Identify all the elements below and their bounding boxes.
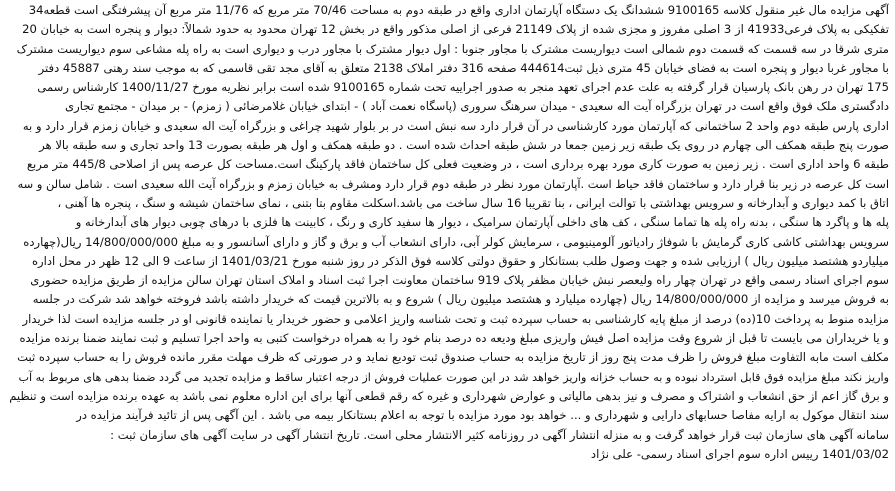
- notice-line-14: میلیاردو هشتصد میلیون ریال ) ارزیابی شده و جهت وصول طلب بستانکار و حقوق دولتی کلاسه فوق الذکر در روز شنبه مورخ 1401/03/21 از ساعت 9 الی 12 ظهر در محل اداره: [31, 253, 889, 268]
- notice-line-3: متری شرقا در سه قسمت که قسمت دوم شمالی است دیواریست مشترک با مجاور جنوبا : اول دیوار مشترک با مجاور درب و دیواری است به راه پله مشاعی سوم دیواریست مشترک: [16, 41, 889, 56]
- notice-line-21: و برق گاز اعم از حق انشعاب و اشتراک و مصرف و نیز بدهی مالیاتی و عوارض شهرداری و غیره که رقم قطعی آنها برای این اداره معلوم نمی باشد به عهده برنده مزایده است و تنظیم: [9, 388, 889, 403]
- notice-line-5: 175 تهران در رهن بانک پارسیان قرار گرفته به علت عدم اجرای تعهد منجر به صدور اجراییه تحت شماره 9100165 شده است برابر نظریه مورخ 1400/11/27 کارشناس رسمی: [37, 80, 889, 95]
- notice-line-8: صورت پنج طبقه همکف الی چهارم در روی یک طبقه زیر زمین جمعا در شش طبقه احداث شده است . دو طبقه همکف و اول هر طبقه بصورت 13 واحد تجاری و سه طبقه بالا هر: [39, 138, 889, 153]
- notice-line-10: است کل عرصه در زیر بنا قرار دارد و ساختمان فاقد حیاط است .آپارتمان مورد نظر در طبقه دوم قرار دارد ومشرف به خیابان زمزم و بزرگراه آیت الله سعیدی است . شامل سالن و سه: [17, 176, 889, 191]
- notice-line-18: و یا خریداران می بایست تا قبل از شروع وقت مزایده اصل فیش واریزی مبلغ ودیعه ده درصد بنام خود را به همراه درخواست کتبی به واحد اجرا تسلیم و ثبت نمایند ضمنا برنده مزایده: [19, 331, 889, 346]
- notice-line-23: سامانه آگهی های سازمان ثبت قرار خواهد گرفت و به منزله انتشار آگهی در روزنامه کثیر الانتشار محلی است. تاریخ انتشار آگهی در سایت آگهی های سازمان ثبت :: [110, 427, 889, 442]
- notice-line-4: با مجاور غربا دیوار و پنجره است به فضای خیابان 45 متری ذیل ثبت444614 صفحه 316 دفتر املاک 2138 متعلق به آقای مجد تقی قاسمی که به موجب سند رهنی 45887 دفتر: [38, 60, 889, 75]
- notice-line-7: اداری پارس طبقه دوم واحد 2 ساختمانی که آپارتمان مورد کارشناسی در آن قرار دارد سه نبش است در بر بلوار شهید چراغی و بزرگراه آیت اله سعیدی و خیابان زمزم قرار دارد و به: [22, 118, 889, 133]
- notice-line-20: واریز نکند مبلغ مزایده فوق قابل استرداد نبوده و به حساب خزانه واریز خواهد شد در این صورت عملیات فروش از درجه اعتبار ساقط و مزایده تجدید می گردد ضمنا بدهی های مربوط به آب: [18, 370, 889, 384]
- notice-line-13: سرویس بهداشتی کاشی کاری گرمایش با شوفاژ رادیاتور آلومینیومی ، سرمایش کولر آبی، دارای انشعاب آب و برق و گاز و دارای آسانسور و به مبلغ 14/800/000/000 ریال(چهارده: [23, 234, 889, 249]
- notice-line-19: مکلف است مابه التفاوت مبلغ فروش را ظرف مدت پنج روز از تاریخ مزایده به حساب صندوق ثبت تودیع نماید و در صورتی که ظرف مهلت مقرر مانده فروش را به حساب سپرده ثبت: [17, 350, 889, 365]
- notice-line-12: پله ها و پاگرد ها سنگی ، بدنه راه پله ها تماما سنگی ، کف های داخلی آپارتمان سرامیک ، دیوار ها سفید کاری و رنگ ، کابینت ها فلزی با درهای چوبی دیوار های آبدارخانه و: [75, 215, 889, 230]
- notice-line-22: سند انتقال موکول به ارایه مفاصا حسابهای دارایی و شهرداری و ... خواهد بود مورد مزایده با توجه به اعلام بستانکار بیمه می باشد . این آگهی پس از تائید فرآیند مزایده در: [76, 408, 889, 423]
- notice-line-6: دادگستری ملک فوق واقع است در تهران بزرگراه آیت اله سعیدی - میدان سرهنگ سروری (پاسگاه نعمت آباد ) - ابتدای خیابان غلامرضائی ( زمزم) - بر میدان - مجتمع تجاری: [65, 99, 889, 114]
- notice-line-17: مزایده منوط به پرداخت 10(ده) درصد از مبلغ پایه کارشناسی به حساب سپرده ثبت و تحت شناسه واریز اعلامی و حضور خریدار یا نماینده قانونی او در جلسه مزایده است لذا خریدار: [22, 311, 889, 326]
- notice-line-11: اتاق با کمد دیواری و آبدارخانه و سرویس بهداشتی با توالت ایرانی ، بنا تقریبا 16 سال ساخت می باشد.اسکلت مقاوم بتا بتنی ، نمای ساختمان شیشه و سنگ ، پنجره ها آهنی ،: [57, 195, 889, 210]
- notice-line-16: به فروش میرسد و مزایده از 14/800/000/000 ریال (چهارده میلیارد و هشتصد میلیون ریال ) شروع و به بالاترین قیمت که خریدار داشته باشد فروخته خواهد شد شرکت در جلسه: [32, 292, 889, 307]
- notice-line-15: سوم اجرای اسناد رسمی واقع در تهران چهار راه ولیعصر نبش خیابان مظفر پلاک 919 ساختمان معاونت اجرا ثبت اسناد و املاک استان تهران سالن مزایده از طریق مزایده حضوری: [30, 273, 889, 288]
- notice-line-1: آگهی مزایده مال غیر منقول کلاسه 9100165 ششدانگ یک دستگاه آپارتمان اداری واقع در طبقه دوم به مساحت 70/46 متر مربع که 11/76 متر مربع آن پیشرفتگی است قطعه34: [28, 3, 889, 17]
- notice-line-2: تفکیکی به پلاک فرعی41933 از 3 اصلی مفروز و مجزی شده از پلاک 21149 فرعی از اصلی مذکور واقع در بخش 12 تهران محدود به حدود شمالاً: دیوار و پنجره است به خیابان 20: [22, 22, 889, 37]
- notice-line-9: طبقه 6 واحد اداری است . زیر زمین به صورت کاری مورد بهره برداری است ، در وضعیت فعلی کل ساختمان فاقد پارکینگ است.مساحت کل عرصه پس از اصلاحی 445/8 متر مربع: [26, 157, 889, 172]
- notice-line-24: 1401/03/02 رییس اداره سوم اجرای اسناد رسمی- علی نژاد: [590, 446, 889, 461]
